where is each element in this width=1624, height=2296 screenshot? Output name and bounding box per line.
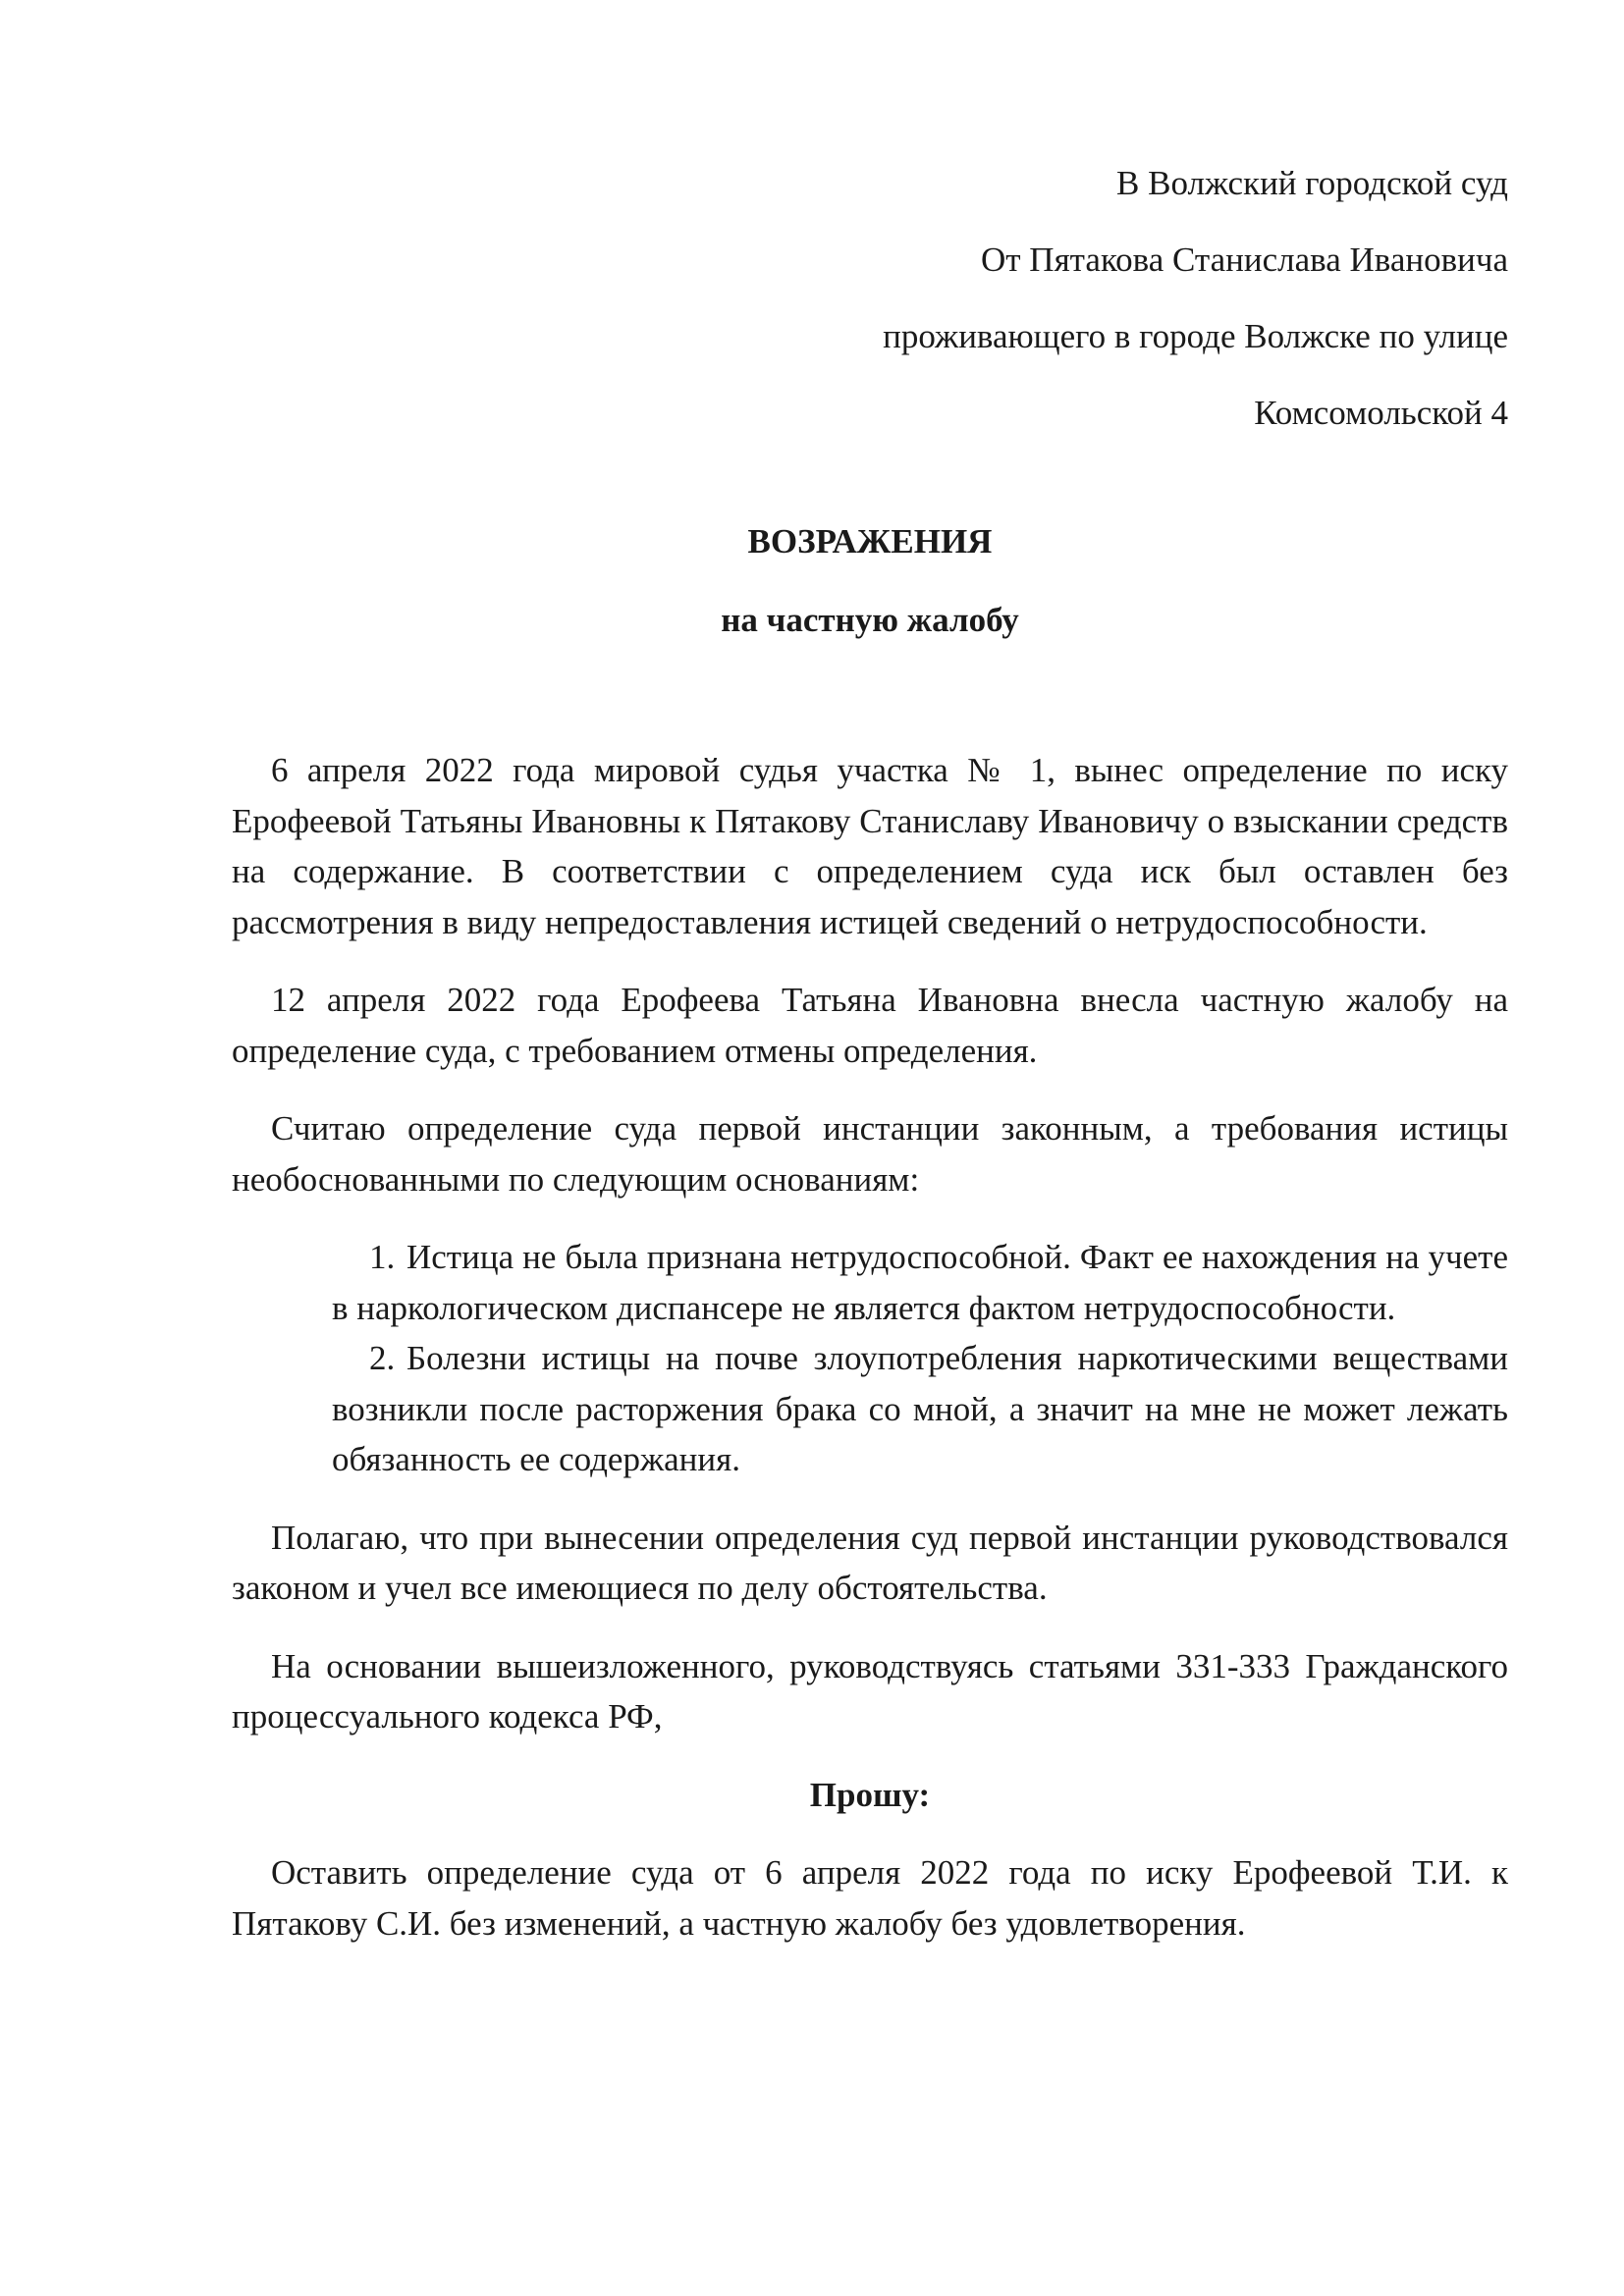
sender-name: От Пятакова Станислава Ивановича <box>980 240 1508 279</box>
paragraph-ruling: 6 апреля 2022 года мировой судья участка № 1, вынес определение по иску Ерофеевой Татьяны Ивановны к Пятакову Станиславу Ивановичу о взыскании средств на содержание. В соответствии с определением суда иск был оставлен без рассмотрения в виду непредоставления истицей сведений о нетрудоспособности. <box>232 751 1508 941</box>
document-subtitle: на частную жалобу <box>721 601 1019 639</box>
sender-address-line-1: проживающего в городе Волжске по улице <box>883 317 1508 355</box>
document-body <box>232 745 1508 1976</box>
grounds-list <box>232 1232 1508 1485</box>
document-title: ВОЗРАЖЕНИЯ <box>747 522 993 561</box>
paragraph-complaint: 12 апреля 2022 года Ерофеева Татьяна Ивановна внесла частную жалобу на определение суда, с требованием отмены определения. <box>232 981 1508 1070</box>
list-item-text: Болезни истицы на почве злоупотребления наркотическими веществами возникли после расторжения брака со мной, а значит на мне не может лежать обязанность ее содержания. <box>332 1339 1508 1478</box>
paragraph-request: Оставить определение суда от 6 апреля 2022 года по иску Ерофеевой Т.И. к Пятакову С.И. без изменений, а частную жалобу без удовлетворения. <box>232 1853 1508 1943</box>
list-item <box>332 1333 1508 1485</box>
paragraph-position: Считаю определение суда первой инстанции законным, а требования истицы необоснованными по следующим основаниям: <box>232 1109 1508 1199</box>
sender-address-line-2: Комсомольской 4 <box>1254 394 1508 432</box>
paragraph-conclusion: Полагаю, что при вынесении определения суд первой инстанции руководствовался законом и учел все имеющиеся по делу обстоятельства. <box>232 1518 1508 1607</box>
addressee-block <box>687 145 1508 452</box>
list-item-text: Истица не была признана нетрудоспособной. Факт ее нахождения на учете в наркологическом диспансере не является фактом нетрудоспособности. <box>332 1238 1508 1327</box>
list-item <box>332 1232 1508 1333</box>
list-item-number: 1. <box>369 1238 396 1276</box>
request-heading: Прошу: <box>809 1775 931 1814</box>
document-title-block <box>232 503 1508 660</box>
addressee-court: В Волжский городской суд <box>1116 164 1508 202</box>
list-item-number: 2. <box>369 1339 396 1377</box>
paragraph-legal-basis: На основании вышеизложенного, руководствуясь статьями 331-333 Гражданского процессуального кодекса РФ, <box>232 1646 1508 1735</box>
